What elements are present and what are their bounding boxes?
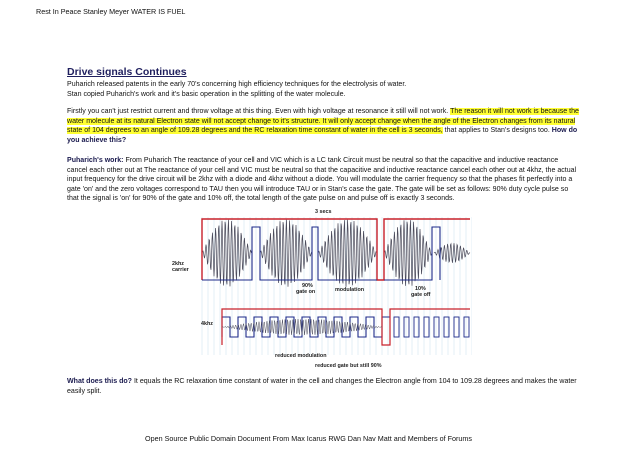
reduced-pulse — [464, 317, 469, 337]
conclusion-label: What does this do? — [67, 378, 132, 385]
label-4khz: 4khz — [201, 321, 213, 327]
label-3-secs: 3 secs — [315, 209, 332, 215]
reason-plain-text: Firstly you can't just restrict current and throw voltage at this thing. Even with high voltage at resonance it still will not work. — [67, 108, 449, 115]
reason-paragraph — [67, 107, 579, 145]
carrier-burst — [384, 220, 432, 286]
reduced-pulse — [404, 317, 409, 337]
label-gate-on: gate on — [296, 289, 316, 295]
page-header: Rest In Peace Stanley Meyer WATER IS FUEL — [36, 7, 186, 16]
intro-paragraph — [67, 80, 579, 99]
label-reduced-gate: reduced gate but still 90% — [315, 363, 382, 369]
section-title: Drive signals Continues — [67, 66, 187, 78]
carrier-tail — [434, 243, 470, 263]
label-reduced-modulation: reduced modulation — [275, 353, 327, 359]
label-carrier-freq: 2khz — [172, 261, 184, 267]
label-modulation: modulation — [335, 287, 365, 293]
drive-signal-diagram — [172, 205, 472, 373]
label-90-percent: 90% — [302, 283, 313, 289]
intro-line-2: Stan copied Puharich's work and it's basic operation in the splitting of the water molecule. — [67, 90, 346, 98]
puharich-label: Puharich's work: — [67, 157, 124, 164]
puharich-paragraph — [67, 156, 579, 204]
label-carrier: carrier — [172, 267, 189, 273]
reduced-pulse — [424, 317, 429, 337]
reduced-pulse — [414, 317, 419, 337]
carrier-burst — [318, 220, 377, 287]
reduced-pulse — [394, 317, 399, 337]
highlighted-text: The reason it will not work is because the water molecule at its natural Electron state will not accept change to it's structure. It will only accept change when the angle of the Electron changes from its natural state of 104 degrees to an angle of 109.28 degrees and the RC relaxation time constant of water in the cell is 3 seconds, — [67, 108, 579, 135]
intro-line-1: Puharich released patents in the early 70's concerning high efficiency techniques for the electrolysis of water. — [67, 81, 407, 88]
reduced-pulse — [454, 317, 459, 337]
page-footer: Open Source Public Domain Document From Max Icarus RWG Dan Nav Matt and Members of Forums — [145, 434, 473, 443]
label-10-percent: 10% — [415, 286, 426, 292]
question-bold: How do you achieve this? — [67, 127, 578, 144]
conclusion-paragraph — [67, 377, 579, 396]
label-gate-off: gate off — [411, 292, 431, 298]
puharich-body: From Puharich The reactance of your cell and VIC which is a LC tank Circuit must be neutral so that the capacitive and inductive reactance cancel each other out at The reactance of your cell and VIC must be neutral so that the capacitive and inductive reactance cancel each other out at 4khz, the actual input frequency for the drive circuit will be 2khz with a diode and 4khz without a diode. You will modulate the carrier frequency so that the phases fit perfectly into a gate 'on' and the zero voltages correspond to TAU then you will introduce TAU or in Stan's case the gate. The gate will be set as follows: 90% duty cycle pulse so that the signal is 'on' for 90% of the gate and 10% off, the total length of the gate pulse on and pulse off is exactly 3 seconds. — [67, 157, 577, 203]
reduced-pulse — [444, 317, 449, 337]
carrier-burst — [202, 220, 252, 287]
conclusion-body: It equals the RC relaxation time constant of water in the cell and changes the Electron angle from 104 to 109.28 degrees and makes the water easily split. — [67, 378, 577, 395]
reason-tail-text: that applies to Stan's designs too. — [442, 127, 550, 135]
reduced-pulse — [434, 317, 439, 337]
diagram-svg — [172, 205, 472, 373]
diagram-labels — [172, 209, 431, 369]
